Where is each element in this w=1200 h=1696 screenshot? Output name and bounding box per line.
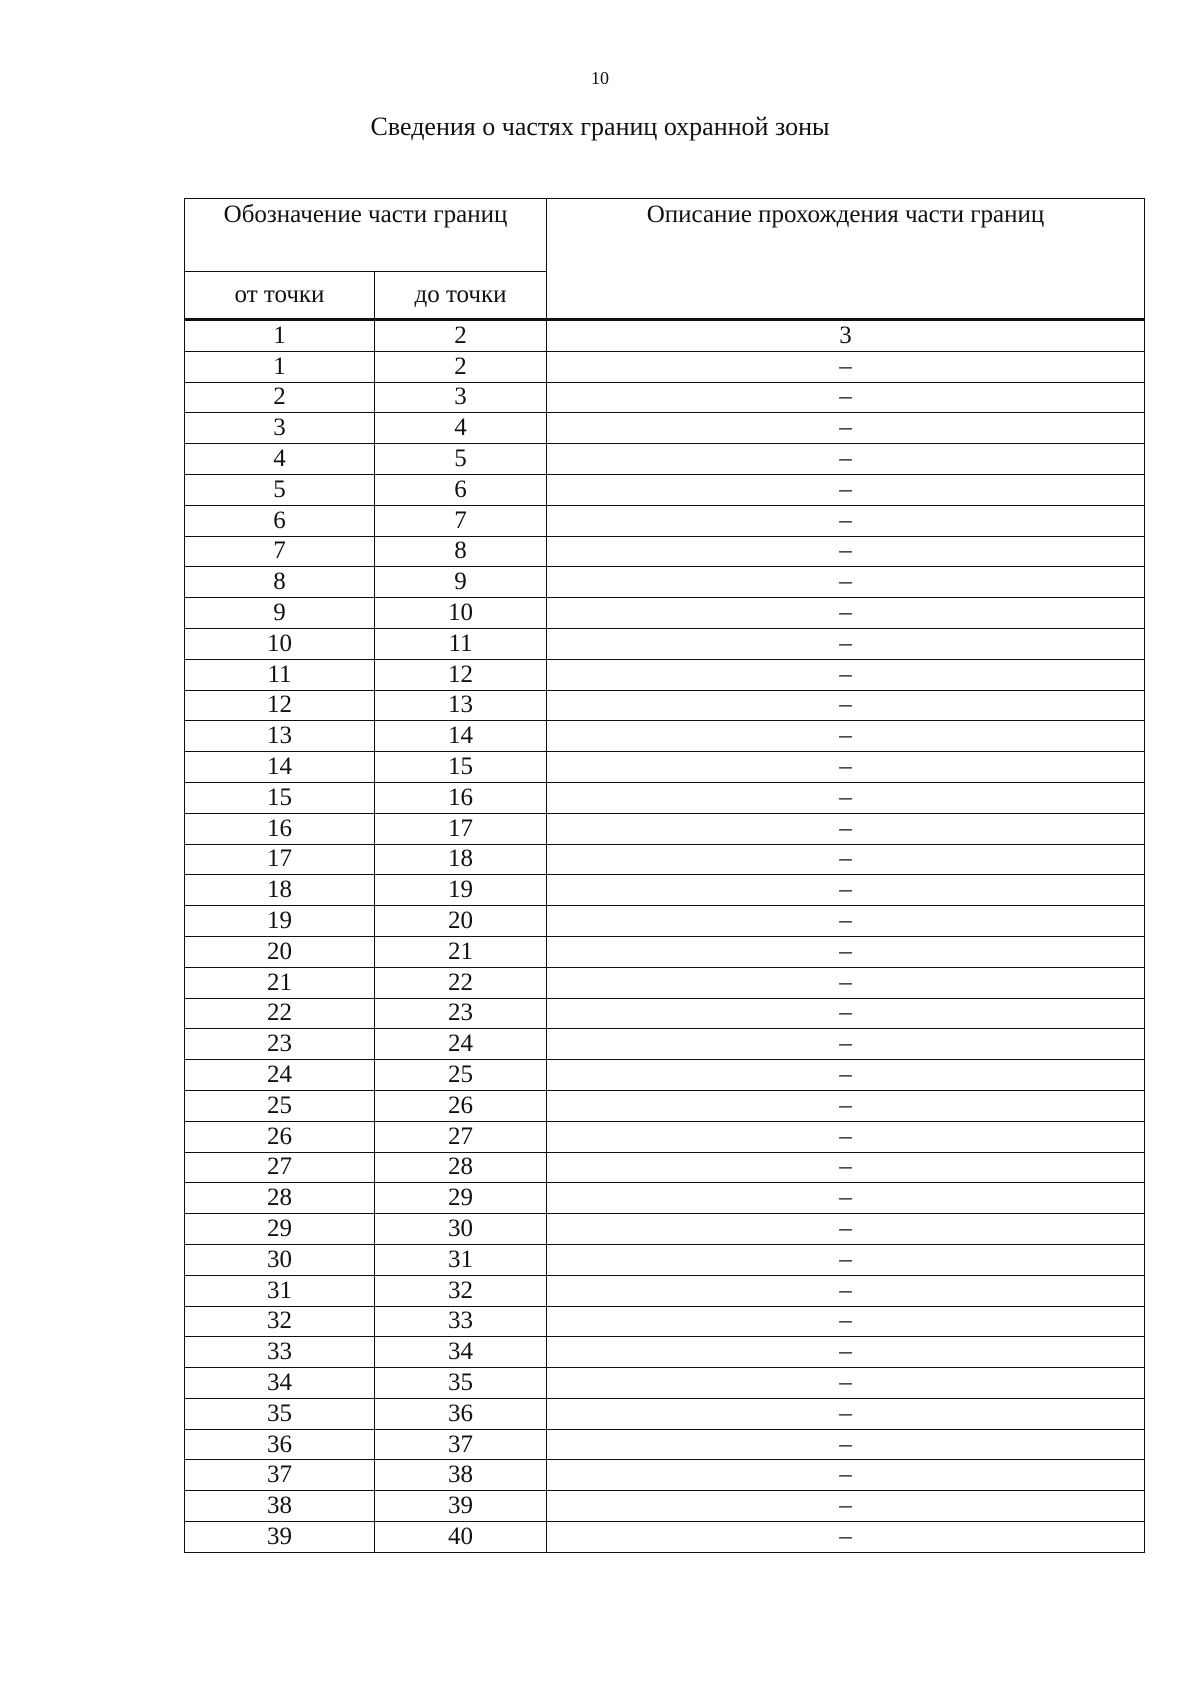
description-cell: – — [547, 1429, 1145, 1460]
table-row — [185, 1337, 1145, 1368]
table-row — [185, 1244, 1145, 1275]
to-point-cell: 40 — [375, 1522, 547, 1553]
to-point-cell: 7 — [375, 505, 547, 536]
description-cell: – — [547, 875, 1145, 906]
table-row — [185, 536, 1145, 567]
table-row — [185, 1121, 1145, 1152]
to-point-cell: 27 — [375, 1121, 547, 1152]
description-cell: – — [547, 690, 1145, 721]
from-point-cell: 1 — [185, 351, 375, 382]
from-point-cell: 15 — [185, 782, 375, 813]
to-point-cell: 38 — [375, 1460, 547, 1491]
description-cell: – — [547, 1491, 1145, 1522]
table-row — [185, 505, 1145, 536]
from-point-cell: 30 — [185, 1244, 375, 1275]
from-point-cell: 33 — [185, 1337, 375, 1368]
header-from-point: от точки — [185, 272, 375, 320]
from-point-cell: 11 — [185, 659, 375, 690]
to-point-cell: 16 — [375, 782, 547, 813]
from-point-cell: 18 — [185, 875, 375, 906]
description-cell: – — [547, 1214, 1145, 1245]
description-cell: – — [547, 967, 1145, 998]
table-row — [185, 844, 1145, 875]
description-cell: – — [547, 1368, 1145, 1399]
from-point-cell: 3 — [185, 413, 375, 444]
header-to-point: до точки — [375, 272, 547, 320]
boundary-parts-table — [184, 198, 1145, 1553]
table-body — [185, 320, 1145, 1553]
table-row — [185, 1060, 1145, 1091]
table-row — [185, 906, 1145, 937]
table-row — [185, 1429, 1145, 1460]
to-point-cell: 35 — [375, 1368, 547, 1399]
from-point-cell: 39 — [185, 1522, 375, 1553]
table-row — [185, 1306, 1145, 1337]
from-point-cell: 10 — [185, 628, 375, 659]
to-point-cell: 39 — [375, 1491, 547, 1522]
description-cell: – — [547, 382, 1145, 413]
to-point-cell: 23 — [375, 998, 547, 1029]
from-point-cell: 20 — [185, 936, 375, 967]
description-cell: – — [547, 598, 1145, 629]
description-cell: – — [547, 536, 1145, 567]
table-row — [185, 967, 1145, 998]
description-cell: – — [547, 1337, 1145, 1368]
to-point-cell: 4 — [375, 413, 547, 444]
from-point-cell: 26 — [185, 1121, 375, 1152]
table-row — [185, 813, 1145, 844]
table-row — [185, 1522, 1145, 1553]
table-row — [185, 444, 1145, 475]
table-row — [185, 567, 1145, 598]
table-row — [185, 752, 1145, 783]
from-point-cell: 14 — [185, 752, 375, 783]
table-row — [185, 936, 1145, 967]
from-point-cell: 37 — [185, 1460, 375, 1491]
header-designation: Обозначение части границ — [185, 199, 547, 272]
description-cell: – — [547, 1121, 1145, 1152]
table-row — [185, 690, 1145, 721]
page-number: 10 — [591, 68, 609, 88]
from-point-cell: 16 — [185, 813, 375, 844]
from-point-cell: 4 — [185, 444, 375, 475]
table-row — [185, 413, 1145, 444]
from-point-cell: 5 — [185, 474, 375, 505]
to-point-cell: 19 — [375, 875, 547, 906]
to-point-cell: 22 — [375, 967, 547, 998]
to-point-cell: 12 — [375, 659, 547, 690]
to-point-cell: 13 — [375, 690, 547, 721]
to-point-cell: 5 — [375, 444, 547, 475]
description-cell: – — [547, 474, 1145, 505]
to-point-cell: 11 — [375, 628, 547, 659]
from-point-cell: 27 — [185, 1152, 375, 1183]
description-cell: – — [547, 1460, 1145, 1491]
table-row — [185, 628, 1145, 659]
description-cell: – — [547, 413, 1145, 444]
description-cell: – — [547, 1183, 1145, 1214]
from-point-cell: 34 — [185, 1368, 375, 1399]
description-cell: – — [547, 752, 1145, 783]
to-point-cell: 25 — [375, 1060, 547, 1091]
table-row — [185, 351, 1145, 382]
column-number: 2 — [375, 320, 547, 352]
to-point-cell: 6 — [375, 474, 547, 505]
description-cell: – — [547, 1090, 1145, 1121]
to-point-cell: 8 — [375, 536, 547, 567]
to-point-cell: 32 — [375, 1275, 547, 1306]
to-point-cell: 33 — [375, 1306, 547, 1337]
from-point-cell: 35 — [185, 1398, 375, 1429]
description-cell: – — [547, 998, 1145, 1029]
table-row — [185, 1460, 1145, 1491]
table-row — [185, 782, 1145, 813]
table-row — [185, 1029, 1145, 1060]
description-cell: – — [547, 1060, 1145, 1091]
to-point-cell: 21 — [375, 936, 547, 967]
table-row — [185, 382, 1145, 413]
description-cell: – — [547, 1029, 1145, 1060]
to-point-cell: 36 — [375, 1398, 547, 1429]
description-cell: – — [547, 782, 1145, 813]
from-point-cell: 38 — [185, 1491, 375, 1522]
from-point-cell: 36 — [185, 1429, 375, 1460]
table-row — [185, 875, 1145, 906]
to-point-cell: 37 — [375, 1429, 547, 1460]
from-point-cell: 17 — [185, 844, 375, 875]
from-point-cell: 25 — [185, 1090, 375, 1121]
description-cell: – — [547, 906, 1145, 937]
from-point-cell: 24 — [185, 1060, 375, 1091]
from-point-cell: 28 — [185, 1183, 375, 1214]
column-number: 1 — [185, 320, 375, 352]
table-row — [185, 1090, 1145, 1121]
table-row — [185, 1275, 1145, 1306]
from-point-cell: 31 — [185, 1275, 375, 1306]
from-point-cell: 29 — [185, 1214, 375, 1245]
description-cell: – — [547, 628, 1145, 659]
to-point-cell: 29 — [375, 1183, 547, 1214]
from-point-cell: 9 — [185, 598, 375, 629]
description-cell: – — [547, 659, 1145, 690]
from-point-cell: 32 — [185, 1306, 375, 1337]
description-cell: – — [547, 1522, 1145, 1553]
description-cell: – — [547, 1244, 1145, 1275]
to-point-cell: 9 — [375, 567, 547, 598]
to-point-cell: 31 — [375, 1244, 547, 1275]
to-point-cell: 18 — [375, 844, 547, 875]
from-point-cell: 12 — [185, 690, 375, 721]
description-cell: – — [547, 444, 1145, 475]
table-row — [185, 998, 1145, 1029]
table-row — [185, 659, 1145, 690]
from-point-cell: 7 — [185, 536, 375, 567]
description-cell: – — [547, 1398, 1145, 1429]
from-point-cell: 22 — [185, 998, 375, 1029]
from-point-cell: 21 — [185, 967, 375, 998]
table-row — [185, 1152, 1145, 1183]
description-cell: – — [547, 813, 1145, 844]
description-cell: – — [547, 567, 1145, 598]
table-row — [185, 1398, 1145, 1429]
table-row — [185, 1214, 1145, 1245]
from-point-cell: 23 — [185, 1029, 375, 1060]
to-point-cell: 20 — [375, 906, 547, 937]
page-title: Сведения о частях границ охранной зоны — [370, 112, 830, 141]
to-point-cell: 15 — [375, 752, 547, 783]
table-row — [185, 1368, 1145, 1399]
description-cell: – — [547, 936, 1145, 967]
from-point-cell: 19 — [185, 906, 375, 937]
to-point-cell: 26 — [375, 1090, 547, 1121]
to-point-cell: 17 — [375, 813, 547, 844]
column-number-row — [185, 320, 1145, 352]
description-cell: – — [547, 351, 1145, 382]
description-cell: – — [547, 721, 1145, 752]
to-point-cell: 28 — [375, 1152, 547, 1183]
description-cell: – — [547, 505, 1145, 536]
description-cell: – — [547, 1152, 1145, 1183]
table-row — [185, 1183, 1145, 1214]
to-point-cell: 14 — [375, 721, 547, 752]
to-point-cell: 10 — [375, 598, 547, 629]
table-row — [185, 598, 1145, 629]
table-row — [185, 1491, 1145, 1522]
to-point-cell: 30 — [375, 1214, 547, 1245]
to-point-cell: 3 — [375, 382, 547, 413]
description-cell: – — [547, 1275, 1145, 1306]
header-description: Описание прохождения части границ — [547, 199, 1145, 320]
from-point-cell: 2 — [185, 382, 375, 413]
table-row — [185, 721, 1145, 752]
from-point-cell: 6 — [185, 505, 375, 536]
description-cell: – — [547, 844, 1145, 875]
description-cell: – — [547, 1306, 1145, 1337]
column-number: 3 — [547, 320, 1145, 352]
to-point-cell: 24 — [375, 1029, 547, 1060]
from-point-cell: 13 — [185, 721, 375, 752]
table-row — [185, 474, 1145, 505]
to-point-cell: 2 — [375, 351, 547, 382]
to-point-cell: 34 — [375, 1337, 547, 1368]
from-point-cell: 8 — [185, 567, 375, 598]
